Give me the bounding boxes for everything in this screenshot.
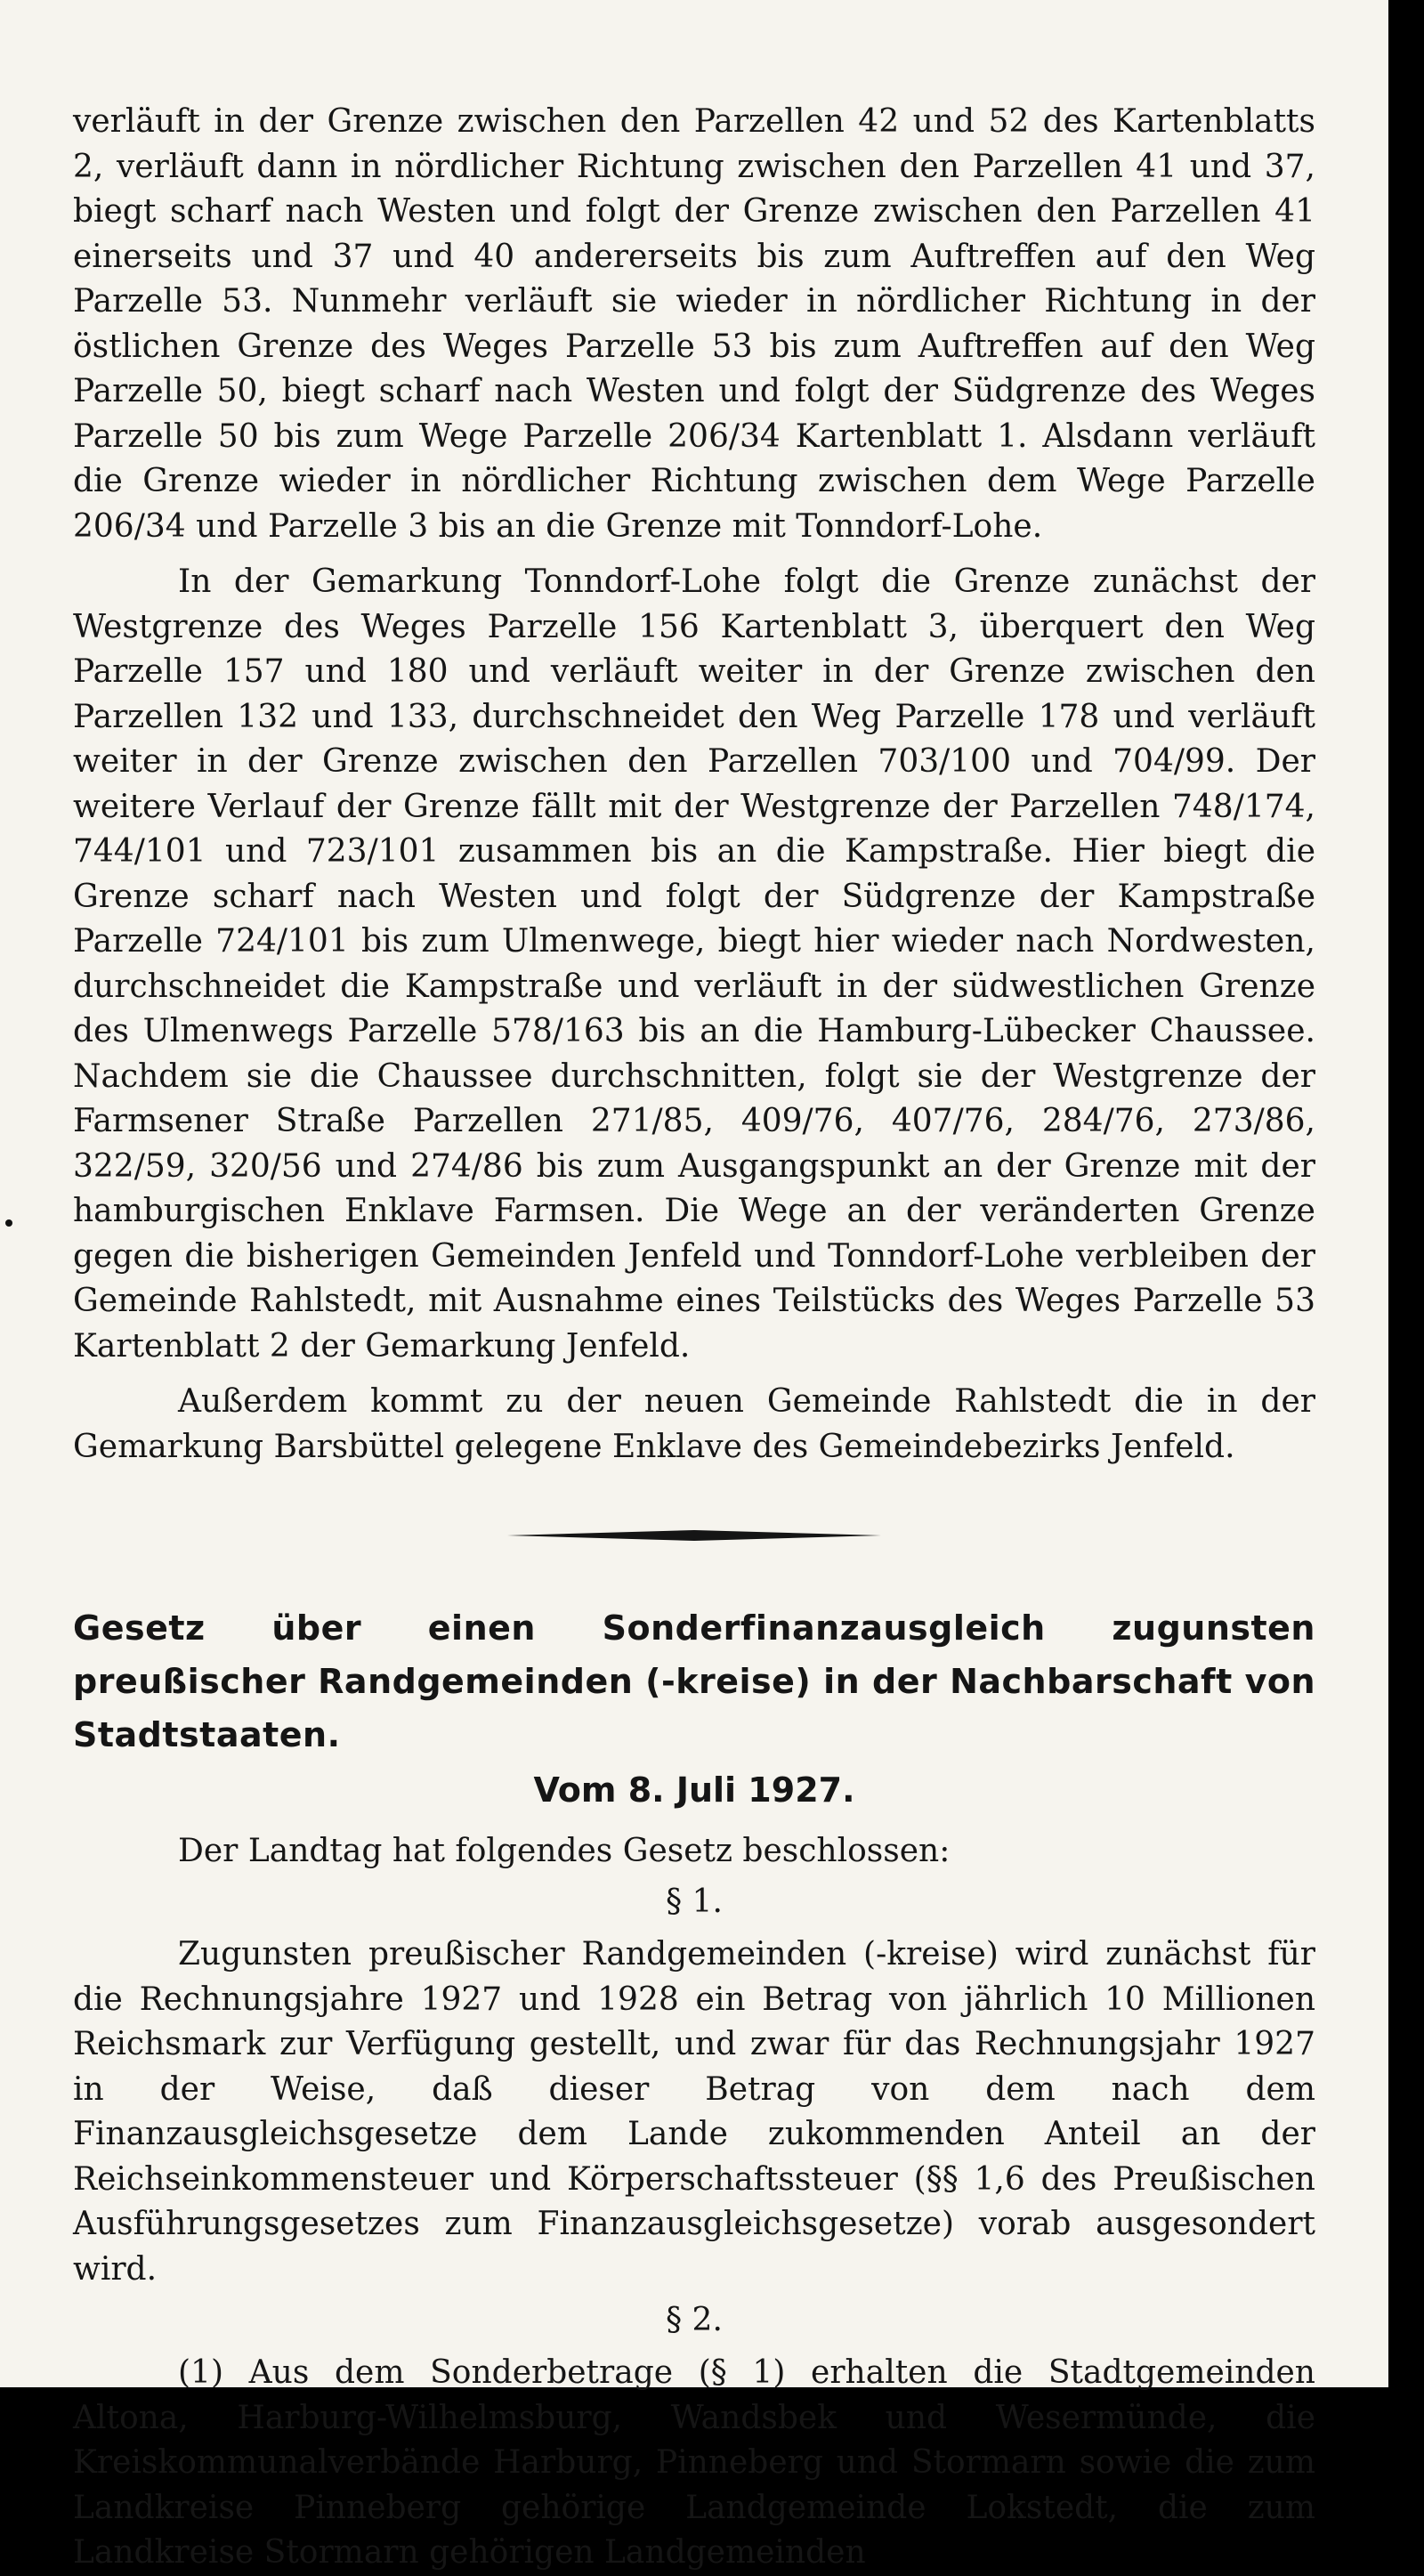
margin-mark [5,1219,12,1227]
section-1-text: Zugunsten preußischer Randgemeinden (-kreise) wird zunächst für die Rechnungsjahre 1927 und 1928 ein Betrag von jährlich 10 Millionen Reichsmark zur Verfügung gestellt, und zwar für das Rechnungsjahr 1927 in der Weise, daß dieser Betrag von dem nach dem Finanzausgleichsgesetze dem Lande zukommenden Anteil an der Reichseinkommensteuer und Körperschaftssteuer (§§ 1,6 des Preußischen Ausführungsgesetzes zum Finanzausgleichsgesetze) vorab ausgesondert wird. [73,1936,1315,2288]
paragraph-barsbuettel-enclave: Außerdem kommt zu der neuen Gemeinde Rahlstedt die in der Gemarkung Barsbüttel gelegene Enklave des Gemeindebezirks Jenfeld. [73,1383,1315,1465]
section-divider [507,1528,881,1543]
section-2-text: (1) Aus dem Sonderbetrage (§ 1) erhalten die Stadtgemeinden Altona, Harburg-Wilhelmsburg, Wandsbek und Wesermünde, die Kreiskommunalverbände Harburg, Pinneberg und Stormarn sowie die zum Landkreise Pinneberg gehörige Landgemeinde Lokstedt, die zum Landkreise Stormarn gehörigen Landgemeinden [73,2354,1315,2571]
scan-border [1388,0,1424,2387]
section-1-heading: § 1. [666,1883,723,1920]
law-title: Gesetz über einen Sonderfinanzausgleich zugunsten preußischer Randgemeinden (-kreise) in der Nachbarschaft von Stadtstaaten. [73,1608,1315,1754]
paragraph-boundary-continuation: verläuft in der Grenze zwischen den Parzellen 42 und 52 des Kartenblatts 2, verläuft dann in nördlicher Richtung zwischen den Parzellen 41 und 37, biegt scharf nach Westen und folgt der Grenze zwischen den Parzellen 41 einerseits und 37 und 40 andererseits bis zum Auftreffen auf den Weg Parzelle 53. Nunmehr verläuft sie wieder in nördlicher Richtung in der östlichen Grenze des Weges Parzelle 53 bis zum Auftreffen auf den Weg Parzelle 50, biegt scharf nach Westen und folgt der Südgrenze des Weges Parzelle 50 bis zum Wege Parzelle 206/34 Kartenblatt 1. Alsdann verläuft die Grenze wieder in nördlicher Richtung zwischen dem Wege Parzelle 206/34 und Parzelle 3 bis an die Grenze mit Tonndorf-Lohe. [73,103,1315,545]
paragraph-tonndorf-lohe: In der Gemarkung Tonndorf-Lohe folgt die Grenze zunächst der Westgrenze des Weges Parzelle 156 Kartenblatt 3, überquert den Weg Parzelle 157 und 180 und verläuft weiter in der Grenze zwischen den Parzellen 132 und 133, durchschneidet den Weg Parzelle 178 und verläuft weiter in der Grenze zwischen den Parzellen 703/100 und 704/99. Der weitere Verlauf der Grenze fällt mit der Westgrenze der Parzellen 748/174, 744/101 und 723/101 zusammen bis an die Kampstraße. Hier biegt die Grenze scharf nach Westen und folgt der Südgrenze der Kampstraße Parzelle 724/101 bis zum Ulmenwege, biegt hier wieder nach Nordwesten, durchschneidet die Kampstraße und verläuft in der südwestlichen Grenze des Ulmenwegs Parzelle 578/163 bis an die Hamburg-Lübecker Chaussee. Nachdem sie die Chaussee durchschnitten, folgt sie der Westgrenze der Farmsener Straße Parzellen 271/85, 409/76, 407/76, 284/76, 273/86, 322/59, 320/56 und 274/86 bis zum Ausgangspunkt an der Grenze mit der hamburgischen Enklave Farmsen. Die Wege an der veränderten Grenze gegen die bisherigen Gemeinden Jenfeld und Tonndorf-Lohe verbleiben der Gemeinde Rahlstedt, mit Ausnahme eines Teilstücks des Weges Parzelle 53 Kartenblatt 2 der Gemarkung Jenfeld. [73,563,1315,1365]
enactment-clause: Der Landtag hat folgendes Gesetz beschlossen: [178,1833,951,1869]
law-date: Vom 8. Juli 1927. [533,1770,855,1810]
page-content [73,100,1315,2576]
section-2-heading: § 2. [666,2302,723,2338]
